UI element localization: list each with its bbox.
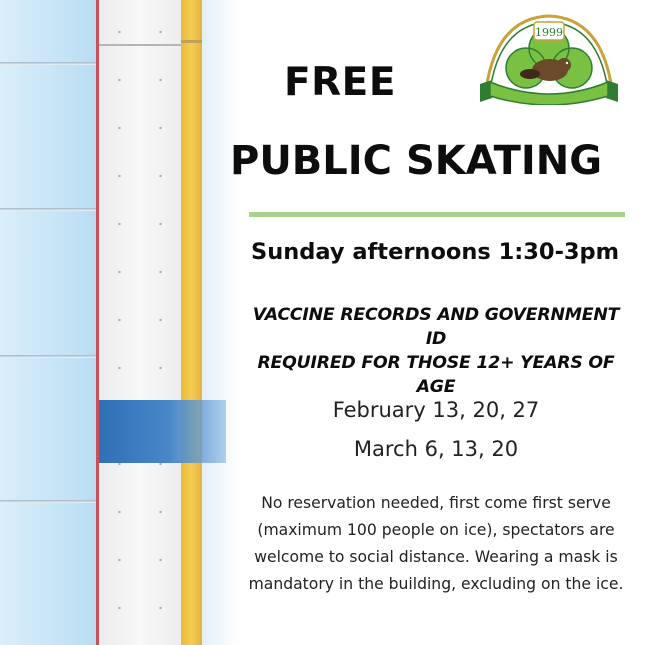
club-logo xyxy=(476,10,622,105)
schedule-heading: Sunday afternoons 1:30-3pm xyxy=(251,239,620,265)
title-free: FREE xyxy=(284,60,396,105)
requirement-notice xyxy=(240,303,632,399)
rink-blue-block xyxy=(99,400,226,463)
info-paragraph xyxy=(240,490,632,598)
logo-year-text: 1999 xyxy=(535,26,563,39)
shamrock-beaver-crest-icon xyxy=(476,10,622,105)
rink-board-illustration xyxy=(0,0,240,645)
ice-divider xyxy=(99,44,181,46)
note-line-4: mandatory in the building, excluding on the ice. xyxy=(248,575,624,593)
dates-march: March 6, 13, 20 xyxy=(353,437,519,461)
requirement-line-1: VACCINE RECORDS AND GOVERNMENT ID xyxy=(252,305,620,349)
requirement-line-2: REQUIRED FOR THOSE 12+ YEARS OF AGE xyxy=(257,353,615,397)
rink-glass-panel xyxy=(0,0,98,645)
glass-divider xyxy=(0,500,98,503)
kickplate-notch xyxy=(181,40,202,43)
note-line-3: welcome to social distance. Wearing a mask is xyxy=(254,548,618,566)
note-line-1: No reservation needed, first come first serve xyxy=(261,494,611,512)
glass-divider xyxy=(0,208,98,211)
art-fade xyxy=(202,0,240,645)
rink-kickplate xyxy=(181,0,202,645)
title-public-skating: PUBLIC SKATING xyxy=(230,138,603,184)
glass-divider xyxy=(0,355,98,358)
note-line-2: (maximum 100 people on ice), spectators are xyxy=(257,521,615,539)
glass-divider xyxy=(0,62,98,65)
green-divider xyxy=(249,212,625,217)
ice-texture xyxy=(99,0,181,645)
dates-february: February 13, 20, 27 xyxy=(332,398,540,422)
